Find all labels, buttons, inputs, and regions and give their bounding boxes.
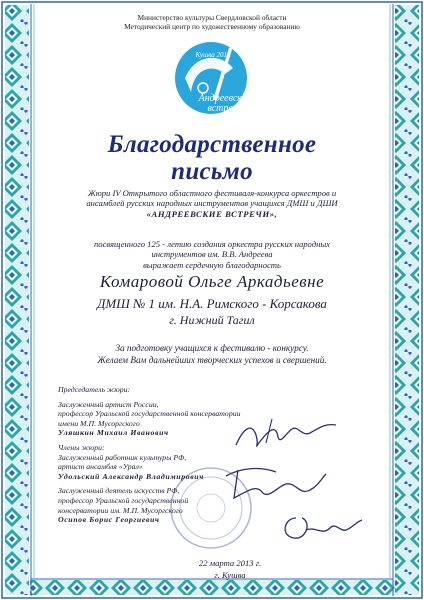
dedication [44,239,380,270]
title-line: письмо [171,158,253,185]
logo-caption: Андреевские [198,93,252,104]
intro-line: ансамблей русских народных инструментов учащихся ДМШ и ДШИ [86,198,338,209]
member-title: Заслуженный работник культуры РФ, [58,452,187,462]
logo-caption-top: Кушва 2013 [195,51,231,59]
chair-title: имени М.П. Мусоргского [58,418,140,428]
letter-city: г. Кушва [214,570,246,580]
recipient-school: ДМШ № 1 им. Н.А. Римского - Корсакова [97,296,327,311]
chair-title: Заслуженный артист России, [58,399,159,409]
letter-content [44,10,380,590]
signature-member-1 [220,462,330,506]
recipient-city: г. Нижний Тагил [169,313,255,327]
dedication-line: инструментов им. В.В. Андреева [151,249,273,260]
dedication-line: посвященного 125 - летию создания оркестра русских народных [93,239,330,249]
member-name: Удольский Александр Владимирович [58,471,204,481]
member-title: артист ансамбля «Урал» [58,462,143,472]
ministry-header [44,13,380,31]
wishes-line: Желаем Вам дальнейших творческих успехов и свершений. [97,354,327,365]
wishes [44,343,380,366]
wishes-line: За подготовку учащихся к фестивалю - конкурсу. [115,343,309,353]
chair-label: Председатель жюри: [58,385,131,394]
chair-title: профессор Уральской государственной консерватории [58,409,241,419]
members-label: Члены жюри: [58,442,105,452]
chair-name: Уляшкин Михаил Иванович [58,428,169,438]
festival-logo [163,40,261,120]
dedication-line: выражает сердечную благодарность [143,259,281,270]
member-title: профессор Уральской государственной [58,495,189,505]
member-title: Заслуженный деятель искусств РФ, [58,486,180,496]
member-title: консерватории им. М.П. Мусоргского [58,505,183,515]
recipient-name: Комаровой Ольге Аркадьевне [99,272,325,291]
signature-member-2 [276,508,366,544]
ministry-line: Методический центр по художественному образованию [124,22,300,31]
signature-chair [232,415,342,455]
ministry-line: Министерство культуры Свердловской области [137,13,287,22]
letter-title [44,131,380,185]
letter-date: 22 марта 2013 г. [198,558,262,568]
logo-caption: встречи [207,103,243,114]
intro-line: Жюри IV Открытого областного фестиваля-конкурса оркестров и [87,188,337,198]
member-name: Осипов Борис Георгиевич [58,515,160,525]
jury-intro [44,188,380,219]
festival-name: «АНДРЕЕВСКИЕ ВСТРЕЧИ», [146,208,278,219]
title-line: Благодарственное [107,131,317,158]
